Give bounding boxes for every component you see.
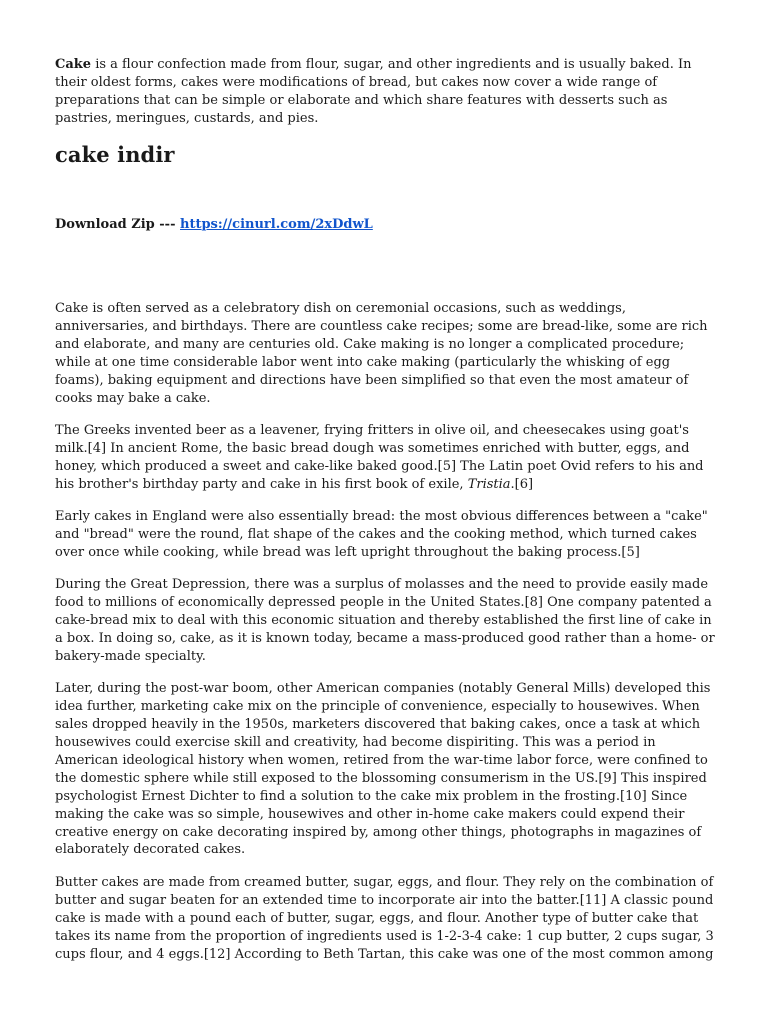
- tristia-title: Tristia: [467, 476, 511, 492]
- paragraph-england: Early cakes in England were also essentially bread: the most obvious differences between a "cake" and "bread" were the round, flat shape of the cakes and the cooking method, which turned cakes over once while cooking, while bread was left upright throughout the baking process.[5]: [55, 509, 708, 560]
- page-title: cake indir: [55, 142, 175, 167]
- intro-paragraph: [55, 56, 717, 128]
- paragraph-depression: During the Great Depression, there was a surplus of molasses and the need to provide easily made food to millions of economically depressed people in the United States.[8] One company patented a cake-bread mix to deal with this economic situation and thereby established the first line of cake in a box. In doing so, cake, as it is known today, became a mass-produced good rather than a home- or bakery-made specialty.: [55, 577, 715, 664]
- download-label: Download Zip ---: [55, 217, 180, 232]
- download-link[interactable]: https://cinurl.com/2xDdwL: [180, 217, 373, 232]
- paragraph-ceremonial: Cake is often served as a celebratory dish on ceremonial occasions, such as weddings, anniversaries, and birthdays. There are countless cake recipes; some are bread-like, some are rich and elaborate, and many are centuries old. Cake making is no longer a complicated procedure; while at one time considerable labor went into cake making (particularly the whisking of egg foams), baking equipment and directions have been simplified so that even the most amateur of cooks may bake a cake.: [55, 301, 708, 406]
- intro-text: is a flour confection made from flour, sugar, and other ingredients and is usually baked. In their oldest forms, cakes were modifications of bread, but cakes now cover a wide range of preparations that can be simple or elaborate and which share features with desserts such as pastries, meringues, custards, and pies.: [55, 57, 692, 126]
- intro-lead-word: Cake: [55, 57, 92, 72]
- paragraph-greeks-end: .[6]: [510, 476, 534, 492]
- paragraph-post-war: Later, during the post-war boom, other American companies (notably General Mills) developed this idea further, marketing cake mix on the principle of convenience, especially to housewives. When sales dropped heavily in the 1950s, marketers discovered that baking cakes, once a task at which housewives could exercise skill and creativity, had become dispiriting. This was a period in American ideological history when women, retired from the war-time labor force, were confined to the domestic sphere while still exposed to the blossoming consumerism in the US.[9] This inspired psychologist Ernest Dichter to find a solution to the cake mix problem in the frosting.[10] Since making the cake was so simple, housewives and other in-home cake makers could expend their creative energy on cake decorating inspired by, among other things, photographs in magazines of elaborately decorated cakes.: [55, 681, 711, 858]
- paragraph-greeks-text: The Greeks invented beer as a leavener, frying fritters in olive oil, and cheesecakes using goat's milk.[4] In ancient Rome, the basic bread dough was sometimes enriched with butter, eggs, and honey, which produced a sweet and cake-like baked good.[5] The Latin poet Ovid refers to his and his brother's birthday party and cake in his first book of exile,: [55, 422, 704, 492]
- download-line: [55, 216, 373, 234]
- article-body: [55, 300, 717, 978]
- paragraph-greeks: [55, 422, 717, 494]
- document-page: [55, 56, 717, 962]
- paragraph-butter-cakes: Butter cakes are made from creamed butter, sugar, eggs, and flour. They rely on the combination of butter and sugar beaten for an extended time to incorporate air into the batter.[11] A classic pound cake is made with a pound each of butter, sugar, eggs, and flour. Another type of butter cake that takes its name from the proportion of ingredients used is 1-2-3-4 cake: 1 cup butter, 2 cups sugar, 3 cups flour, and 4 eggs.[12] According to Beth Tartan, this cake was one of the most common among: [55, 874, 714, 962]
